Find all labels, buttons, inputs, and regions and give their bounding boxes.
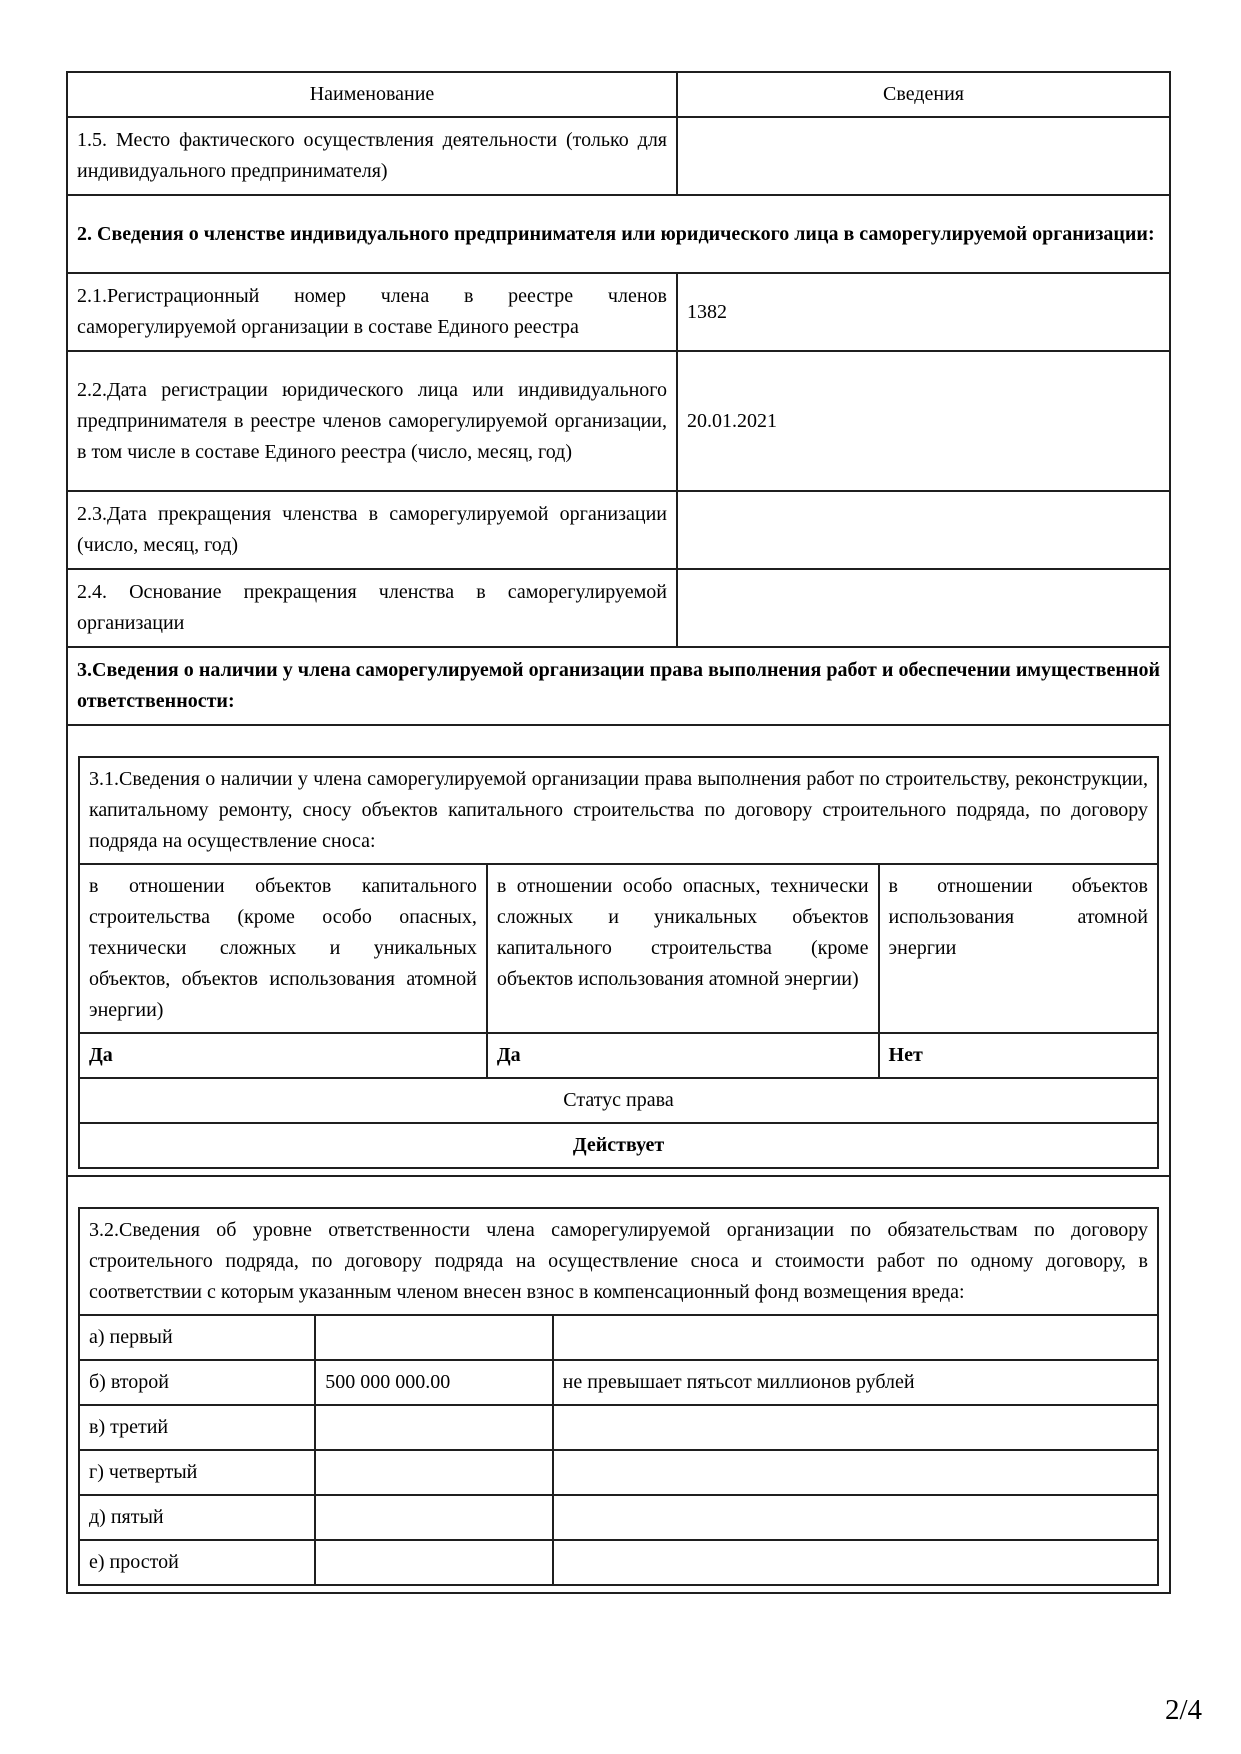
level-fifth-amount xyxy=(315,1495,552,1540)
table-header-row xyxy=(67,72,1170,117)
level-third-amount xyxy=(315,1405,552,1450)
level-first-label: а) первый xyxy=(79,1315,315,1360)
right-status-value: Действует xyxy=(79,1123,1158,1168)
level-fourth-amount xyxy=(315,1450,552,1495)
level-first-description xyxy=(553,1315,1158,1360)
row-2-1-label: 2.1.Регистрационный номер члена в реестре членов саморегулируемой организации в составе Единого реестра xyxy=(67,273,677,351)
section-3-title: 3.Сведения о наличии у члена саморегулируемой организации права выполнения работ и обеспечении имущественной ответственности: xyxy=(67,647,1170,725)
row-1-5-label: 1.5. Место фактического осуществления деятельности (только для индивидуального предпринимателя) xyxy=(67,117,677,195)
section-2-header-row xyxy=(67,195,1170,273)
table-row-1-5 xyxy=(67,117,1170,195)
right-status-value-row xyxy=(79,1123,1158,1168)
column-header-name: Наименование xyxy=(67,72,677,117)
row-2-2-label: 2.2.Дата регистрации юридического лица или индивидуального предпринимателя в реестре членов саморегулируемой организации, в том числе в составе Единого реестра (число, месяц, год) xyxy=(67,351,677,491)
answer-hazardous-objects: Да xyxy=(487,1033,879,1078)
level-row-first xyxy=(79,1315,1158,1360)
level-second-description: не превышает пятьсот миллионов рублей xyxy=(553,1360,1158,1405)
right-status-label: Статус права xyxy=(79,1078,1158,1123)
column-header-details: Сведения xyxy=(677,72,1170,117)
block-3-1-answers-row xyxy=(79,1033,1158,1078)
block-3-2-intro-row xyxy=(79,1208,1158,1315)
row-2-3-label: 2.3.Дата прекращения членства в саморегулируемой организации (число, месяц, год) xyxy=(67,491,677,569)
row-1-5-value xyxy=(677,117,1170,195)
block-3-1-categories-row xyxy=(79,864,1158,1033)
level-third-label: в) третий xyxy=(79,1405,315,1450)
table-row-2-2 xyxy=(67,351,1170,491)
row-2-4-value xyxy=(677,569,1170,647)
block-3-1-container xyxy=(67,725,1170,1176)
right-status-label-row xyxy=(79,1078,1158,1123)
category-nuclear-energy: в отношении объектов использования атомной энергии xyxy=(879,864,1158,1033)
level-fourth-label: г) четвертый xyxy=(79,1450,315,1495)
level-row-simple xyxy=(79,1540,1158,1585)
level-row-fifth xyxy=(79,1495,1158,1540)
level-second-label: б) второй xyxy=(79,1360,315,1405)
section-2-title: 2. Сведения о членстве индивидуального предпринимателя или юридического лица в саморегулируемой организации: xyxy=(67,195,1170,273)
level-fourth-description xyxy=(553,1450,1158,1495)
level-row-third xyxy=(79,1405,1158,1450)
block-3-1-intro: 3.1.Сведения о наличии у члена саморегулируемой организации права выполнения работ по строительству, реконструкции, капитальному ремонту, сносу объектов капитального строительства по договору строительного подряда, по договору подряда на осуществление сноса: xyxy=(79,757,1158,864)
section-3-header-row xyxy=(67,647,1170,725)
rights-table-3-1 xyxy=(78,756,1159,1169)
level-fifth-label: д) пятый xyxy=(79,1495,315,1540)
level-simple-amount xyxy=(315,1540,552,1585)
responsibility-levels-table-3-2 xyxy=(78,1207,1159,1586)
row-2-4-label: 2.4. Основание прекращения членства в саморегулируемой организации xyxy=(67,569,677,647)
level-row-fourth xyxy=(79,1450,1158,1495)
block-3-2-row xyxy=(67,1176,1170,1593)
level-simple-description xyxy=(553,1540,1158,1585)
level-fifth-description xyxy=(553,1495,1158,1540)
row-2-1-value: 1382 xyxy=(677,273,1170,351)
table-row-2-4 xyxy=(67,569,1170,647)
row-2-2-value: 20.01.2021 xyxy=(677,351,1170,491)
block-3-1-intro-row xyxy=(79,757,1158,864)
level-third-description xyxy=(553,1405,1158,1450)
table-row-2-1 xyxy=(67,273,1170,351)
category-hazardous-objects: в отношении особо опасных, технически сложных и уникальных объектов капитального строительства (кроме объектов использования атомной энергии) xyxy=(487,864,879,1033)
category-capital-construction: в отношении объектов капитального строительства (кроме особо опасных, технически сложных и уникальных объектов, объектов использования атомной энергии) xyxy=(79,864,487,1033)
page-number: 2/4 xyxy=(1164,1694,1202,1726)
block-3-2-container xyxy=(67,1176,1170,1593)
table-row-2-3 xyxy=(67,491,1170,569)
level-first-amount xyxy=(315,1315,552,1360)
level-simple-label: е) простой xyxy=(79,1540,315,1585)
block-3-1-row xyxy=(67,725,1170,1176)
level-second-amount: 500 000 000.00 xyxy=(315,1360,552,1405)
registry-info-table xyxy=(66,71,1171,1594)
row-2-3-value xyxy=(677,491,1170,569)
block-3-2-intro: 3.2.Сведения об уровне ответственности члена саморегулируемой организации по обязательствам по договору строительного подряда, по договору подряда на осуществление сноса и стоимости работ по одному договору, в соответствии с которым указанным членом внесен взнос в компенсационный фонд возмещения вреда: xyxy=(79,1208,1158,1315)
answer-capital-construction: Да xyxy=(79,1033,487,1078)
answer-nuclear-energy: Нет xyxy=(879,1033,1158,1078)
level-row-second xyxy=(79,1360,1158,1405)
